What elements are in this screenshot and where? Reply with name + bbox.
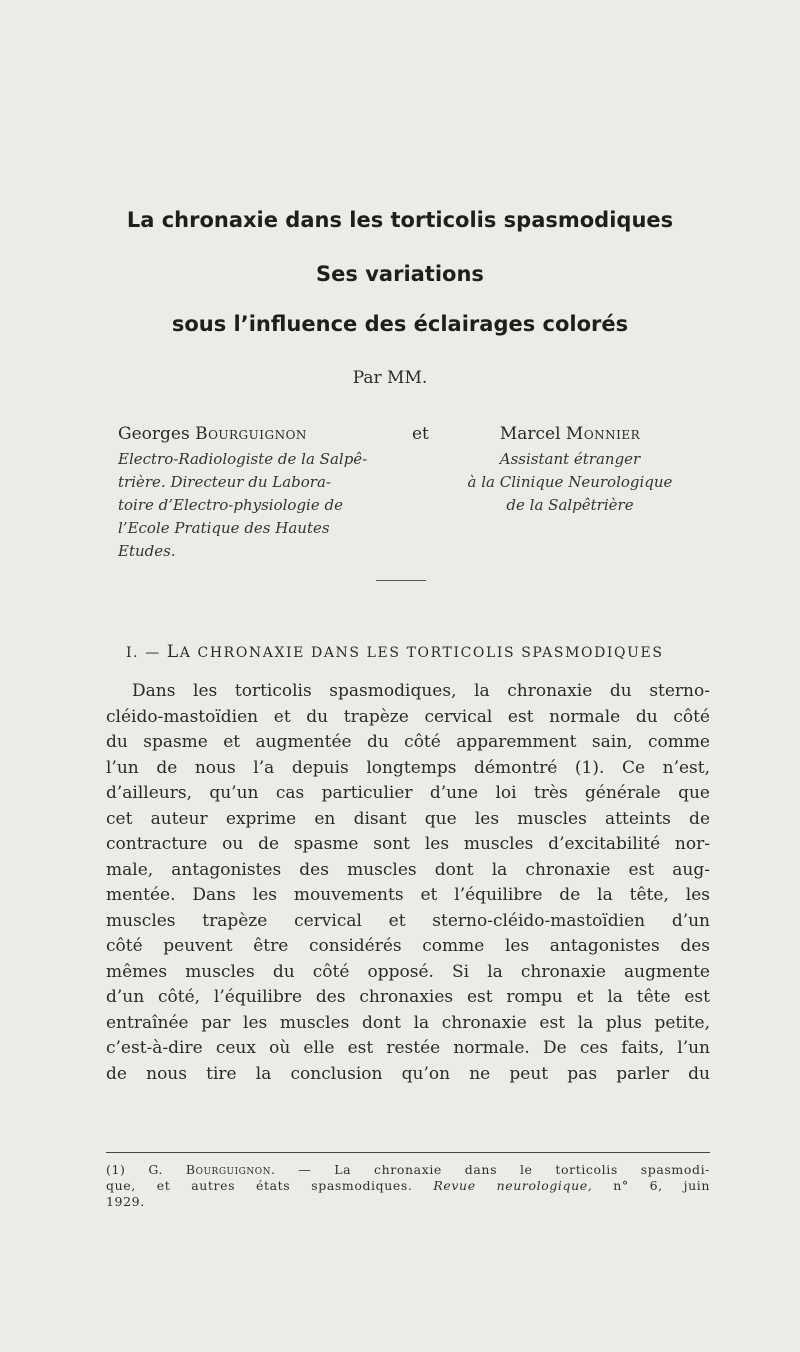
affiliation-line: Electro-Radiologiste de la Salpê- [118,450,368,468]
footnote-rule [106,1152,710,1153]
body-line: d’un côté, l’équilibre des chronaxies est rompu et la tête est [106,987,710,1007]
affiliation-line: toire d’Electro-physiologie de [118,496,343,514]
separator-rule [376,580,426,581]
body-line: du spasme et augmentée du côté apparemment sain, comme [106,732,710,752]
author-left-first: Georges [118,424,190,444]
affiliation-line: de la Salpêtrière [506,496,634,514]
body-line: cet auteur exprime en disant que les muscles atteints de [106,808,710,829]
affiliation-line: trière. Directeur du Labora- [118,473,331,491]
body-line: c’est-à-dire ceux où elle est restée normale. De ces faits, l’un [106,1038,710,1058]
body-line: contracture ou de spasme sont les muscles d’excitabilité nor- [106,834,710,854]
footnote-author: Bourguignon. [185,1162,276,1177]
body-line: de nous tire la conclusion qu’on ne peut pas parler du [106,1063,710,1084]
affiliation-line: l’Ecole Pratique des Hautes [118,519,330,537]
footnote-text-1: — La chronaxie dans le torticolis spasmodi- [298,1162,710,1177]
affiliation-line: à la Clinique Neurologique [467,473,673,491]
section-heading-text: A CHRONAXIE DANS LES TORTICOLIS SPASMODIQUES [179,645,664,661]
affiliation-line: Etudes. [118,542,176,560]
body-line: mentée. Dans les mouvements et l’équilibre de la tête, les [106,885,710,905]
body-line: l’un de nous l’a depuis longtemps démontré (1). Ce n’est, [106,757,710,778]
section-first-letter: L [166,642,180,662]
affiliation-line: Assistant étranger [499,450,641,468]
footnote-marker: (1) G. [106,1162,164,1177]
author-left-last: Bourguignon [195,424,307,444]
footnote-journal: Revue neurologique, [433,1178,593,1193]
footnote [106,1162,710,1210]
author-right-last: Monnier [565,424,641,444]
byline: Par MM. [352,368,428,388]
body-line: d’ailleurs, qu’un cas particulier d’une loi très générale que [106,783,710,803]
body-line: Dans les torticolis spasmodiques, la chronaxie du sterno- [132,681,710,701]
title-line-3: sous l’influence des éclairages colorés [171,312,629,336]
body-line: côté peuvent être considérés comme les antagonistes des [106,936,710,956]
title-line-2: Ses variations [316,262,484,286]
footnote-line-2 [106,1178,710,1194]
body-line: mêmes muscles du côté opposé. Si la chronaxie augmente [106,961,710,982]
body-line: entraînée par les muscles dont la chronaxie est la plus petite, [106,1012,710,1033]
body-line: muscles trapèze cervical et sterno-cléido-mastoïdien d’un [106,910,710,931]
author-left-affiliation [118,448,367,563]
author-right-name [440,424,700,444]
footnote-line-1 [106,1162,710,1178]
title-line-1: La chronaxie dans les torticolis spasmodiques [126,208,674,232]
footnote-text-2a: que, et autres états spasmodiques. [106,1178,413,1193]
author-right-first: Marcel [499,424,561,444]
section-number: I. — [126,645,161,661]
author-right-affiliation [440,448,700,517]
footnote-text-2b: n° 6, juin [613,1178,711,1193]
author-conjunction: et [412,424,429,444]
author-left-name [118,424,307,444]
body-paragraph [106,679,710,1087]
footnote-year: 1929. [106,1194,145,1209]
body-line: male, antagonistes des muscles dont la chronaxie est aug- [106,859,710,880]
section-heading [126,642,664,662]
body-line: cléido-mastoïdien et du trapèze cervical est normale du côté [106,706,710,727]
